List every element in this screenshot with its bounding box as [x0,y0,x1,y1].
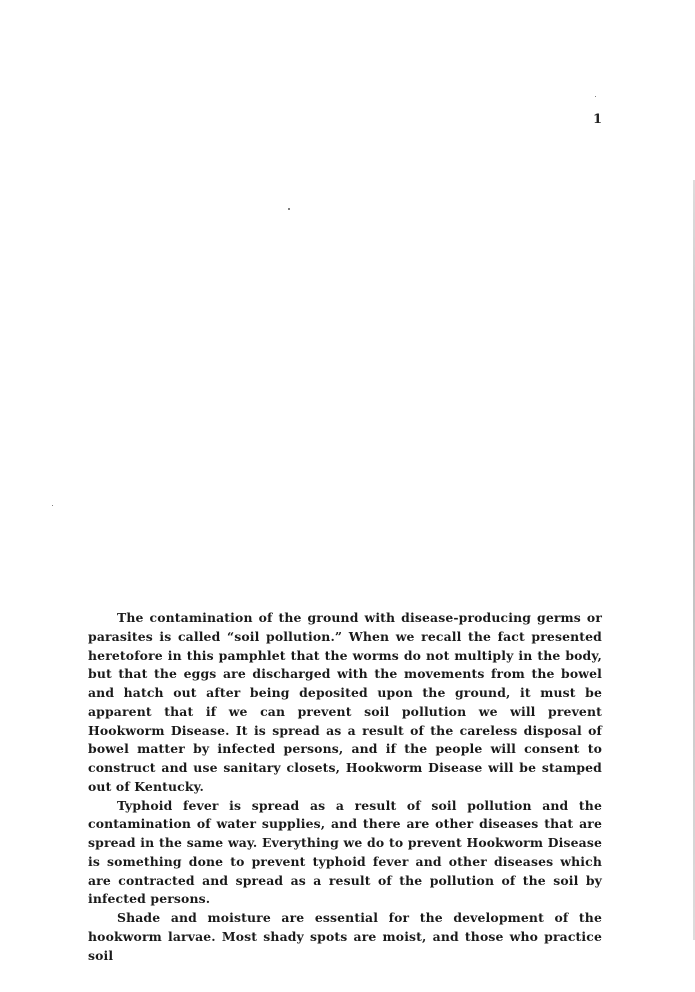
print-speck [52,505,53,506]
paragraph: The contamination of the ground with disease-producing germs or parasites is called “soil pollution.” When we recall the fact presented heretofore in this pamphlet that the worms do not multiply in the body, but that the eggs are discharged with the movements from the bowel and hatch out after being deposited upon the ground, it must be apparent that if we can prevent soil pollution we will prevent Hookworm Disease. It is spread as a result of the careless disposal of bowel matter by infected persons, and if the people will consent to construct and use sanitary closets, Hookworm Disease will be stamped out of Kentucky. [88,610,602,794]
body-text [88,609,602,965]
print-speck [288,208,290,210]
paragraph: Typhoid fever is spread as a result of soil pollution and the contamination of water supplies, and there are other diseases that are spread in the same way. Everything we do to prevent Hookworm Disease is something done to prevent typhoid fever and other diseases which are contracted and spread as a result of the pollution of the soil by infected persons. [88,797,602,907]
page-number: 1 [593,112,603,127]
print-speck [595,96,596,97]
paragraph: Shade and moisture are essential for the development of the hookworm larvae. Most shady spots are moist, and those who practice soil [88,910,602,963]
